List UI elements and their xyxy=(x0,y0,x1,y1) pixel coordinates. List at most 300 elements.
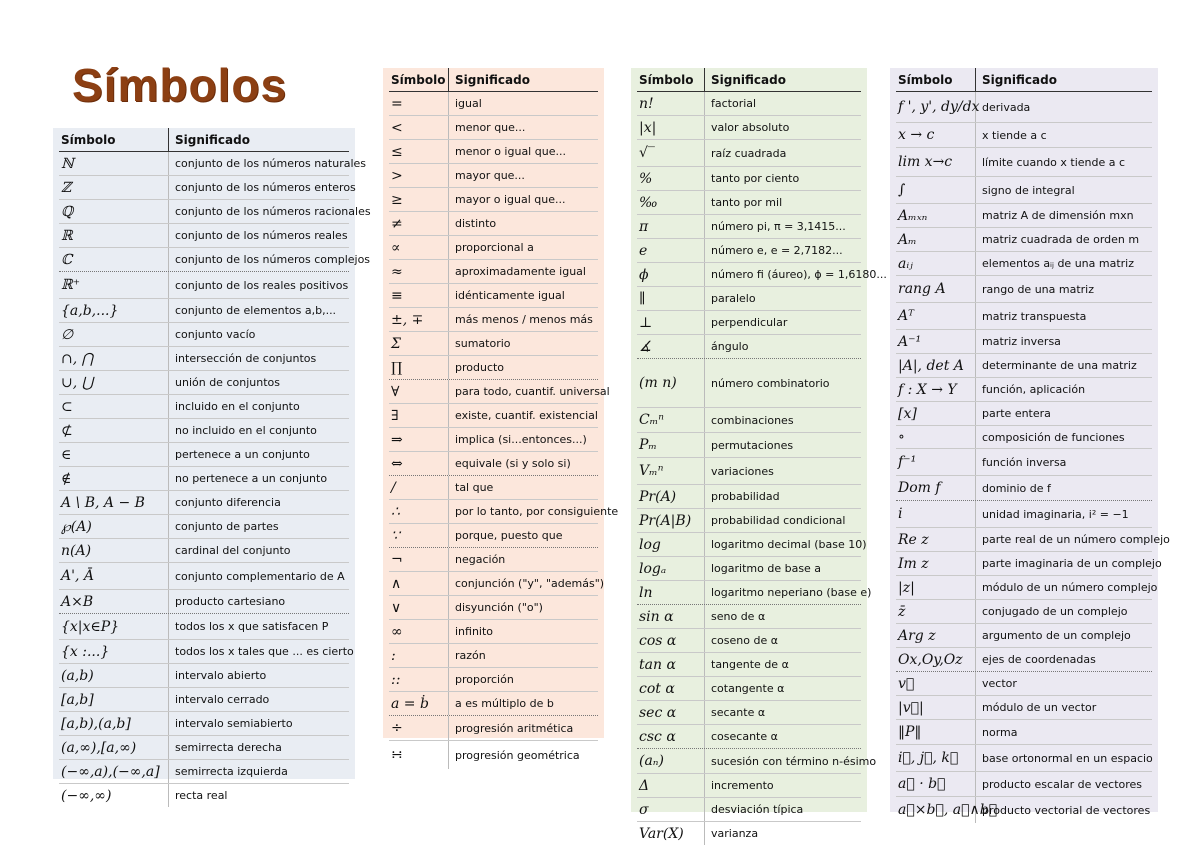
sets-table xyxy=(53,128,371,804)
table-row xyxy=(59,491,349,515)
header-symbol: Símbolo xyxy=(896,68,976,91)
meaning-cell: límite cuando x tiende a c xyxy=(982,155,1126,169)
meaning-cell: mayor que... xyxy=(455,169,525,182)
symbol-cell: ℂ xyxy=(59,248,169,271)
symbol-cell: ⊥ xyxy=(637,311,705,334)
meaning-cell: semirrecta izquierda xyxy=(175,765,288,778)
symbol-cell: ∨ xyxy=(389,596,449,619)
header-symbol: Símbolo xyxy=(59,128,169,151)
meaning-cell: proporción xyxy=(455,673,514,686)
symbol-cell: e xyxy=(637,239,705,262)
symbol-cell: ‰ xyxy=(637,191,705,214)
symbol-cell: ∴ xyxy=(389,500,449,523)
table-row xyxy=(389,356,598,380)
symbol-cell: z̄ xyxy=(896,600,976,623)
symbol-cell: Im z xyxy=(896,552,976,575)
meaning-cell: permutaciones xyxy=(711,438,794,452)
table-row xyxy=(896,476,1152,501)
symbol-cell: i⃗, j⃗, k⃗ xyxy=(896,745,976,771)
table-row xyxy=(59,563,349,590)
table-row xyxy=(59,152,367,176)
meaning-cell: número pi, π = 3,1415... xyxy=(711,220,846,233)
table-row xyxy=(637,191,861,215)
table-row xyxy=(389,380,610,404)
meaning-cell: matriz transpuesta xyxy=(982,309,1087,323)
symbol-cell: π xyxy=(637,215,705,238)
table-row xyxy=(896,552,1162,576)
meaning-cell: probabilidad condicional xyxy=(711,514,846,527)
symbol-cell: ⇔ xyxy=(389,452,449,475)
symbol-cell: (−∞,a),(−∞,a] xyxy=(59,760,169,783)
table-row xyxy=(389,212,598,236)
meaning-cell: ejes de coordenadas xyxy=(982,653,1096,666)
symbol-cell: > xyxy=(389,164,449,187)
meaning-cell: coseno de α xyxy=(711,634,778,647)
table-row xyxy=(389,140,598,164)
table-row xyxy=(637,335,861,359)
table-row xyxy=(59,323,349,347)
table-row xyxy=(637,359,861,408)
table-row xyxy=(637,167,861,191)
table-row xyxy=(389,572,605,596)
meaning-cell: producto cartesiano xyxy=(175,595,286,608)
meaning-cell: conjunto de los reales positivos xyxy=(175,278,349,292)
relations-logic-table xyxy=(383,68,619,763)
table-header xyxy=(896,68,1152,92)
table-row xyxy=(637,263,887,287)
symbol-cell: ℝ⁺ xyxy=(59,272,169,298)
table-row xyxy=(896,402,1152,426)
symbol-cell: Var(X) xyxy=(637,822,705,845)
table-row xyxy=(59,467,349,491)
symbol-cell: Re z xyxy=(896,528,976,551)
meaning-cell: menor o igual que... xyxy=(455,145,566,158)
table-row xyxy=(59,712,349,736)
meaning-cell: número fi (áureo), ϕ = 1,6180... xyxy=(711,268,887,281)
symbol-cell: a⃗ · b⃗ xyxy=(896,772,976,796)
table-row xyxy=(637,215,861,239)
symbol-cell: : xyxy=(389,644,449,667)
meaning-cell: conjunto de los números racionales xyxy=(175,205,371,218)
symbol-cell: lim x→c xyxy=(896,148,976,176)
meaning-cell: tanto por mil xyxy=(711,196,783,209)
table-row xyxy=(389,164,598,188)
meaning-cell: conjunción ("y", "además") xyxy=(455,577,605,590)
symbol-cell: v⃗ xyxy=(896,672,976,695)
meaning-cell: argumento de un complejo xyxy=(982,629,1131,642)
table-row xyxy=(389,620,598,644)
meaning-cell: logaritmo de base a xyxy=(711,562,822,575)
symbol-cell: (a,∞),[a,∞) xyxy=(59,736,169,759)
meaning-cell: variaciones xyxy=(711,464,774,478)
meaning-cell: módulo de un número complejo xyxy=(982,581,1158,594)
table-row xyxy=(896,696,1152,720)
symbol-cell: ¬ xyxy=(389,548,449,571)
table-row xyxy=(896,177,1152,204)
table-row xyxy=(637,701,861,725)
symbol-cell: ∫ xyxy=(896,177,976,203)
symbol-cell: csc α xyxy=(637,725,705,748)
table-row xyxy=(896,720,1152,745)
arithmetic-trig-table xyxy=(631,68,887,842)
table-row xyxy=(896,204,1152,228)
meaning-cell: vector xyxy=(982,677,1017,690)
meaning-cell: no pertenece a un conjunto xyxy=(175,472,328,485)
symbol-cell: = xyxy=(389,92,449,115)
table-row xyxy=(637,287,861,311)
symbol-cell: a⃗×b⃗, a⃗∧b⃗ xyxy=(896,797,976,823)
symbol-cell: A×B xyxy=(59,590,169,613)
symbol-cell: ϕ xyxy=(637,263,705,286)
table-row xyxy=(637,798,861,822)
table-row xyxy=(389,741,598,769)
meaning-cell: unidad imaginaria, i² = −1 xyxy=(982,507,1129,521)
table-row xyxy=(896,276,1152,303)
symbol-cell: ∩, ⋂ xyxy=(59,347,169,370)
table-row xyxy=(637,629,861,653)
symbol-cell: Ox,Oy,Oz xyxy=(896,648,976,671)
meaning-cell: pertenece a un conjunto xyxy=(175,448,310,461)
meaning-cell: disyunción ("o") xyxy=(455,601,543,614)
symbol-cell: f⁻¹ xyxy=(896,449,976,475)
table-row xyxy=(389,260,598,284)
meaning-cell: idénticamente igual xyxy=(455,289,565,302)
meaning-cell: intersección de conjuntos xyxy=(175,352,317,365)
meaning-cell: paralelo xyxy=(711,292,756,305)
table-row xyxy=(59,443,349,467)
table-row xyxy=(389,500,619,524)
symbol-cell: % xyxy=(637,167,705,190)
meaning-cell: razón xyxy=(455,649,486,662)
table-row xyxy=(896,672,1152,696)
table-row xyxy=(637,408,861,433)
table-row xyxy=(637,458,861,485)
meaning-cell: conjunto de los números reales xyxy=(175,229,348,242)
table-row xyxy=(896,797,1152,823)
meaning-cell: raíz cuadrada xyxy=(711,146,787,160)
symbol-cell: ℝ xyxy=(59,224,169,247)
table-row xyxy=(59,347,349,371)
symbol-cell: ∃ xyxy=(389,404,449,427)
table-row xyxy=(896,745,1152,772)
symbol-cell: Arg z xyxy=(896,624,976,647)
meaning-cell: signo de integral xyxy=(982,183,1075,197)
symbol-cell: ∞ xyxy=(389,620,449,643)
meaning-cell: recta real xyxy=(175,789,228,802)
meaning-cell: incremento xyxy=(711,779,774,792)
table-row xyxy=(637,774,861,798)
symbol-cell: σ xyxy=(637,798,705,821)
meaning-cell: ángulo xyxy=(711,340,749,353)
symbol-cell: Cₘⁿ xyxy=(637,408,705,432)
meaning-cell: a es múltiplo de b xyxy=(455,697,554,710)
table-row xyxy=(896,303,1152,330)
symbol-cell: n! xyxy=(637,92,705,115)
symbol-cell: √‾ xyxy=(637,140,705,166)
meaning-cell: elementos aᵢⱼ de una matriz xyxy=(982,257,1134,270)
table-row xyxy=(637,485,861,509)
symbol-cell: |z| xyxy=(896,576,976,599)
meaning-cell: producto xyxy=(455,361,505,374)
table-row xyxy=(59,419,349,443)
meaning-cell: aproximadamente igual xyxy=(455,265,586,278)
table-row xyxy=(637,581,872,605)
symbol-cell: Dom f xyxy=(896,476,976,500)
meaning-cell: x tiende a c xyxy=(982,128,1047,142)
table-row xyxy=(389,188,598,212)
meaning-cell: función inversa xyxy=(982,455,1067,469)
table-row xyxy=(896,426,1152,449)
table-row xyxy=(389,404,598,428)
meaning-cell: desviación típica xyxy=(711,803,804,816)
symbol-cell: ∺ xyxy=(389,741,449,769)
symbol-cell: tan α xyxy=(637,653,705,676)
table-row xyxy=(59,539,349,563)
meaning-cell: porque, puesto que xyxy=(455,529,563,542)
table-row xyxy=(389,116,598,140)
table-row xyxy=(389,92,598,116)
header-meaning: Significado xyxy=(175,132,250,147)
symbol-cell: Pₘ xyxy=(637,433,705,457)
meaning-cell: matriz cuadrada de orden m xyxy=(982,233,1140,246)
symbol-cell: < xyxy=(389,116,449,139)
table-row xyxy=(637,116,861,140)
table-row xyxy=(637,433,861,458)
table-row xyxy=(637,239,861,263)
table-row xyxy=(896,624,1152,648)
meaning-cell: logaritmo decimal (base 10) xyxy=(711,538,867,551)
table-row xyxy=(59,736,349,760)
symbol-cell: ≡ xyxy=(389,284,449,307)
symbol-cell: i xyxy=(896,501,976,527)
meaning-cell: conjunto de los números naturales xyxy=(175,157,367,170)
table-row xyxy=(59,515,349,539)
symbol-cell: ≥ xyxy=(389,188,449,211)
table-row xyxy=(389,668,598,692)
meaning-cell: equivale (si y solo si) xyxy=(455,457,571,470)
symbol-cell: ℕ xyxy=(59,152,169,175)
symbol-cell: ⊄ xyxy=(59,419,169,442)
symbol-cell: ∵ xyxy=(389,524,449,547)
header-symbol: Símbolo xyxy=(389,68,449,91)
meaning-cell: cotangente α xyxy=(711,682,785,695)
meaning-cell: infinito xyxy=(455,625,494,638)
symbol-cell: ln xyxy=(637,581,705,604)
table-row xyxy=(59,176,356,200)
table-row xyxy=(59,688,349,712)
meaning-cell: parte real de un número complejo xyxy=(982,533,1170,546)
meaning-cell: conjunto complementario de A xyxy=(175,569,345,583)
meaning-cell: cosecante α xyxy=(711,730,778,743)
meaning-cell: todos los x que satisfacen P xyxy=(175,620,329,633)
symbol-cell: (−∞,∞) xyxy=(59,784,169,807)
table-row xyxy=(896,92,1152,123)
meaning-cell: sumatorio xyxy=(455,337,511,350)
table-row xyxy=(389,308,598,332)
meaning-cell: conjunto de elementos a,b,... xyxy=(175,304,337,317)
symbol-cell: |x| xyxy=(637,116,705,139)
symbol-cell: ≠ xyxy=(389,212,449,235)
symbol-cell: A', Ā xyxy=(59,563,169,589)
symbol-cell: cos α xyxy=(637,629,705,652)
meaning-cell: existe, cuantif. existencial xyxy=(455,409,598,422)
header-meaning: Significado xyxy=(711,72,786,87)
table-row xyxy=(59,614,349,640)
table-row xyxy=(389,428,598,452)
analysis-algebra-table xyxy=(890,68,1170,818)
symbol-cell: A⁻¹ xyxy=(896,330,976,353)
meaning-cell: tanto por ciento xyxy=(711,172,800,185)
symbol-cell: f ', y', dy/dx xyxy=(896,92,976,122)
table-header xyxy=(637,68,861,92)
table-row xyxy=(637,557,861,581)
table-row xyxy=(896,252,1152,276)
meaning-cell: sucesión con término n-ésimo xyxy=(711,754,877,768)
meaning-cell: perpendicular xyxy=(711,316,788,329)
symbol-cell: (m n) xyxy=(637,359,705,407)
symbol-cell: ±, ∓ xyxy=(389,308,449,331)
table-row xyxy=(389,284,598,308)
symbol-cell: ∥ xyxy=(637,287,705,310)
table-row xyxy=(389,692,598,716)
table-row xyxy=(389,548,598,572)
meaning-cell: seno de α xyxy=(711,610,766,623)
meaning-cell: derivada xyxy=(982,100,1031,114)
meaning-cell: matriz A de dimensión mxn xyxy=(982,209,1134,222)
table-row xyxy=(637,533,867,557)
meaning-cell: número combinatorio xyxy=(711,376,830,390)
meaning-cell: probabilidad xyxy=(711,490,780,503)
meaning-cell: parte imaginaria de un complejo xyxy=(982,557,1162,570)
symbol-cell: Σ xyxy=(389,332,449,355)
symbol-cell: ∪, ⋃ xyxy=(59,371,169,394)
meaning-cell: intervalo semiabierto xyxy=(175,717,293,730)
table-row xyxy=(637,749,877,774)
meaning-cell: función, aplicación xyxy=(982,383,1086,396)
meaning-cell: rango de una matriz xyxy=(982,282,1094,296)
symbol-cell: ℤ xyxy=(59,176,169,199)
table-row xyxy=(59,784,349,807)
symbol-cell: (aₙ) xyxy=(637,749,705,773)
symbol-cell: [a,b] xyxy=(59,688,169,711)
symbol-cell: sin α xyxy=(637,605,705,628)
table-row xyxy=(637,140,861,167)
meaning-cell: proporcional a xyxy=(455,241,534,254)
symbol-cell: {a,b,...} xyxy=(59,299,169,322)
meaning-cell: norma xyxy=(982,725,1018,739)
meaning-cell: conjunto de los números enteros xyxy=(175,181,356,194)
table-row xyxy=(637,653,861,677)
meaning-cell: factorial xyxy=(711,97,757,110)
table-row xyxy=(389,596,598,620)
table-row xyxy=(59,664,349,688)
table-row xyxy=(389,332,598,356)
symbol-cell: Aᵀ xyxy=(896,303,976,329)
symbol-cell: |A|, det A xyxy=(896,354,976,377)
meaning-cell: varianza xyxy=(711,827,759,840)
symbol-cell: (a,b) xyxy=(59,664,169,687)
table-row xyxy=(389,524,598,548)
meaning-cell: para todo, cuantif. universal xyxy=(455,385,610,398)
meaning-cell: tangente de α xyxy=(711,658,789,671)
symbol-cell: / xyxy=(389,476,449,499)
meaning-cell: cardinal del conjunto xyxy=(175,544,291,557)
table-row xyxy=(637,822,861,845)
meaning-cell: módulo de un vector xyxy=(982,701,1097,714)
meaning-cell: composición de funciones xyxy=(982,430,1125,444)
table-row xyxy=(389,476,598,500)
symbol-cell: ∉ xyxy=(59,467,169,490)
page-title: Símbolos xyxy=(72,59,288,111)
meaning-cell: distinto xyxy=(455,217,497,230)
table-row xyxy=(389,236,598,260)
symbol-cell: Δ xyxy=(637,774,705,797)
table-row xyxy=(896,449,1152,476)
table-row xyxy=(59,272,349,299)
meaning-cell: más menos / menos más xyxy=(455,313,593,326)
meaning-cell: negación xyxy=(455,553,506,566)
table-header xyxy=(59,128,349,152)
symbol-cell: ∧ xyxy=(389,572,449,595)
meaning-cell: conjugado de un complejo xyxy=(982,605,1128,618)
symbol-cell: Vₘⁿ xyxy=(637,458,705,484)
symbol-cell: ∀ xyxy=(389,380,449,403)
symbol-cell: ⇒ xyxy=(389,428,449,451)
table-row xyxy=(896,576,1158,600)
symbol-cell: n(A) xyxy=(59,539,169,562)
symbol-cell: aᵢⱼ xyxy=(896,252,976,275)
table-row xyxy=(59,200,371,224)
meaning-cell: tal que xyxy=(455,481,494,494)
meaning-cell: intervalo abierto xyxy=(175,669,267,682)
table-row xyxy=(896,354,1152,378)
table-row xyxy=(389,644,598,668)
symbol-cell: ∡ xyxy=(637,335,705,358)
symbol-cell: sec α xyxy=(637,701,705,724)
symbol-cell: ‖P‖ xyxy=(896,720,976,744)
table-header xyxy=(389,68,598,92)
symbol-cell: x → c xyxy=(896,123,976,147)
meaning-cell: menor que... xyxy=(455,121,526,134)
table-row xyxy=(637,92,861,116)
meaning-cell: parte entera xyxy=(982,407,1051,420)
meaning-cell: dominio de f xyxy=(982,481,1051,495)
symbol-cell: |v⃗| xyxy=(896,696,976,719)
symbol-cell: ∈ xyxy=(59,443,169,466)
table-row xyxy=(896,772,1152,797)
meaning-cell: todos los x tales que ... es cierto xyxy=(175,645,354,658)
symbol-cell: Pr(A|B) xyxy=(637,509,705,532)
symbol-cell: ⊂ xyxy=(59,395,169,418)
symbol-cell: log xyxy=(637,533,705,556)
table-row xyxy=(59,371,349,395)
table-row xyxy=(637,725,861,749)
meaning-cell: conjunto diferencia xyxy=(175,496,281,509)
table-row xyxy=(637,605,861,629)
table-row xyxy=(59,248,371,272)
table-row xyxy=(389,716,598,741)
table-row xyxy=(59,760,349,784)
table-row xyxy=(896,330,1152,354)
meaning-cell: número e, e = 2,7182... xyxy=(711,244,843,257)
meaning-cell: combinaciones xyxy=(711,413,794,427)
symbol-cell: a = ḃ xyxy=(389,692,449,715)
symbol-cell: {x|x∈P} xyxy=(59,614,169,639)
meaning-cell: valor absoluto xyxy=(711,121,790,134)
symbol-cell: {x :...} xyxy=(59,640,169,663)
meaning-cell: semirrecta derecha xyxy=(175,741,282,754)
meaning-cell: conjunto de los números complejos xyxy=(175,253,371,266)
